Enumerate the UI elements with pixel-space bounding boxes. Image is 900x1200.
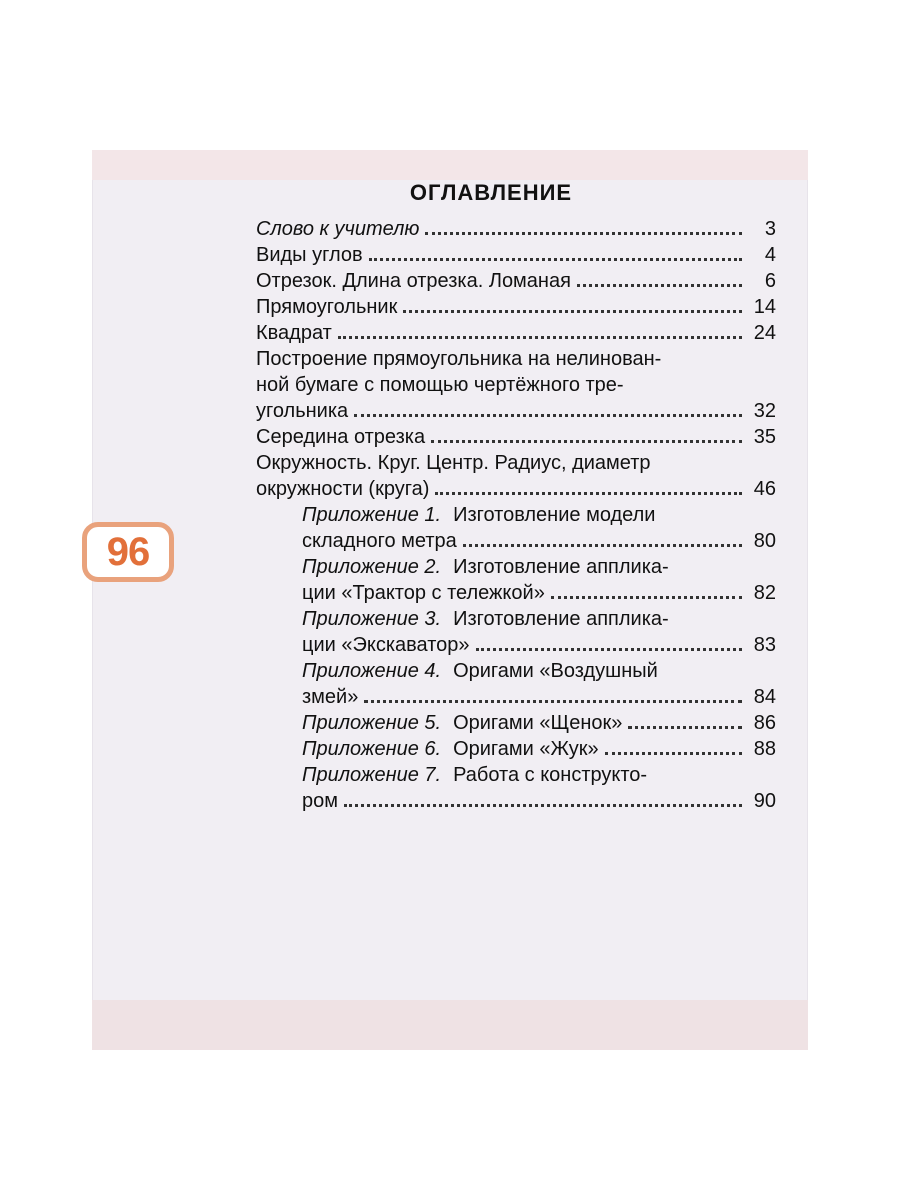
entry-title-line: Оригами «Воздушный bbox=[453, 660, 658, 682]
toc-appendix-entry bbox=[302, 502, 776, 554]
toc-entry bbox=[256, 268, 776, 294]
leader-dots bbox=[431, 440, 742, 443]
entry-title: Виды углов bbox=[256, 244, 363, 266]
appendix-label: Приложение 5. bbox=[302, 712, 442, 734]
entry-page: 14 bbox=[753, 296, 776, 318]
entry-title: Прямоугольник bbox=[256, 296, 398, 318]
leader-dots bbox=[369, 258, 742, 261]
toc-appendix-entry bbox=[302, 606, 776, 658]
page-top-band bbox=[92, 150, 808, 180]
leader-dots bbox=[463, 544, 742, 547]
entry-title-line: змей» bbox=[302, 686, 359, 708]
toc-entry bbox=[256, 216, 776, 242]
appendix-label: Приложение 6. bbox=[302, 738, 442, 760]
entry-title: Середина отрезка bbox=[256, 426, 426, 448]
entry-title: Слово к учителю bbox=[256, 218, 420, 240]
entry-title-line: ции «Экскаватор» bbox=[302, 634, 470, 656]
appendix-label: Приложение 2. bbox=[302, 556, 442, 578]
appendix-label: Приложение 4. bbox=[302, 660, 442, 682]
entry-page: 82 bbox=[753, 582, 776, 604]
toc-heading: ОГЛАВЛЕНИЕ bbox=[409, 180, 573, 205]
table-of-contents bbox=[256, 180, 776, 814]
entry-page: 86 bbox=[753, 712, 776, 734]
leader-dots bbox=[354, 414, 742, 417]
leader-dots bbox=[577, 284, 742, 287]
toc-entry bbox=[256, 294, 776, 320]
leader-dots bbox=[476, 648, 742, 651]
leader-dots bbox=[338, 336, 742, 339]
leader-dots bbox=[425, 232, 742, 235]
entry-title-line: ции «Трактор с тележкой» bbox=[302, 582, 545, 604]
entry-title-line: Изготовление апплика- bbox=[453, 556, 669, 578]
entry-title-line: угольника bbox=[256, 400, 349, 422]
entry-title-line: Построение прямоугольника на нелинован- bbox=[256, 348, 662, 370]
leader-dots bbox=[551, 596, 742, 599]
entry-title-line: Оригами «Жук» bbox=[453, 738, 599, 760]
entry-page: 35 bbox=[753, 426, 776, 448]
appendix-label: Приложение 1. bbox=[302, 504, 442, 526]
entry-title-line: складного метра bbox=[302, 530, 457, 552]
entry-title: Отрезок. Длина отрезка. Ломаная bbox=[256, 270, 571, 292]
toc-entry bbox=[256, 242, 776, 268]
entry-title-line: Работа с конструкто- bbox=[453, 764, 648, 786]
toc-entry bbox=[256, 320, 776, 346]
leader-dots bbox=[605, 752, 742, 755]
toc-appendix-entry bbox=[302, 710, 776, 736]
leader-dots bbox=[403, 310, 742, 313]
entry-page: 80 bbox=[753, 530, 776, 552]
entry-title-line: окружности (круга) bbox=[256, 478, 430, 500]
entry-page: 46 bbox=[753, 478, 776, 500]
entry-page: 6 bbox=[764, 270, 776, 292]
entry-page: 24 bbox=[753, 322, 776, 344]
entry-page: 32 bbox=[753, 400, 776, 422]
entry-title-line: ром bbox=[302, 790, 338, 812]
entry-title-line: ной бумаге с помощью чертёжного тре- bbox=[256, 374, 624, 396]
leader-dots bbox=[364, 700, 742, 703]
entry-page: 3 bbox=[764, 218, 776, 240]
appendix-label: Приложение 3. bbox=[302, 608, 442, 630]
entry-title: Квадрат bbox=[256, 322, 332, 344]
appendix-label: Приложение 7. bbox=[302, 764, 442, 786]
entry-title-line: Изготовление апплика- bbox=[453, 608, 669, 630]
leader-dots bbox=[628, 726, 742, 729]
toc-appendix-entry bbox=[302, 736, 776, 762]
toc-appendix-entry bbox=[302, 762, 776, 814]
toc-entry bbox=[256, 450, 776, 502]
entry-page: 83 bbox=[753, 634, 776, 656]
entry-page: 88 bbox=[753, 738, 776, 760]
leader-dots bbox=[344, 804, 742, 807]
entry-page: 84 bbox=[753, 686, 776, 708]
page-number-badge: 96 bbox=[82, 522, 174, 582]
entry-title-line: Окружность. Круг. Центр. Радиус, диаметр bbox=[256, 452, 651, 474]
entry-page: 4 bbox=[764, 244, 776, 266]
toc-entry bbox=[256, 424, 776, 450]
leader-dots bbox=[435, 492, 742, 495]
toc-appendix-entry bbox=[302, 658, 776, 710]
toc-appendix-entry bbox=[302, 554, 776, 606]
page-bottom-band bbox=[92, 1000, 808, 1050]
entry-title-line: Оригами «Щенок» bbox=[453, 712, 623, 734]
entry-page: 90 bbox=[753, 790, 776, 812]
entry-title-line: Изготовление модели bbox=[453, 504, 656, 526]
toc-entry bbox=[256, 346, 776, 424]
